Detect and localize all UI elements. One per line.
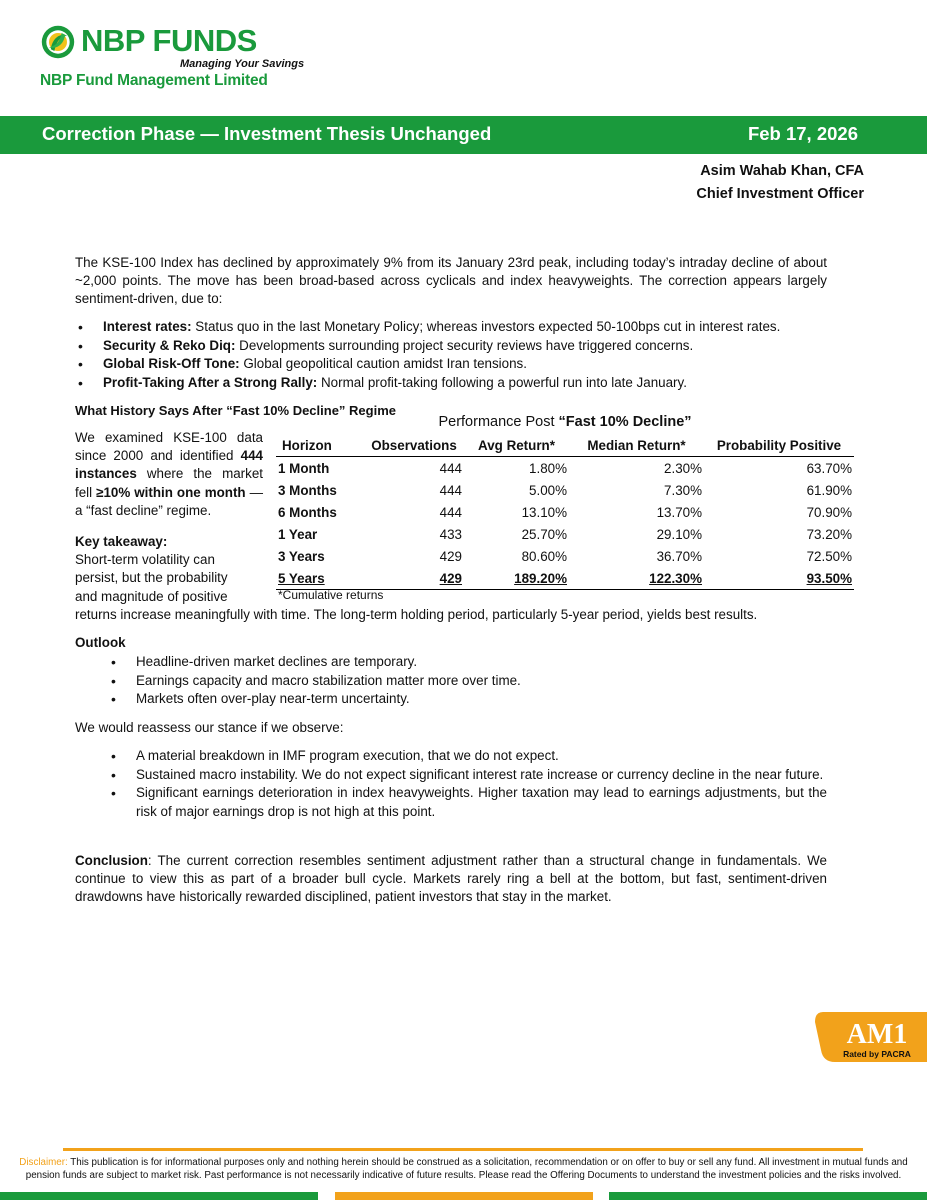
table-cell: 70.90%: [806, 504, 852, 520]
footer-bar-left: [0, 1192, 318, 1200]
table-cell: 122.30%: [569, 567, 704, 590]
table-cell: 25.70%: [521, 526, 567, 542]
table-cell: 444: [439, 504, 462, 520]
history-paragraph: We examined KSE-100 data since 2000 and identified 444 instances where the market fell ≥10% within one month — a “fast decline” regime.: [75, 430, 263, 518]
table-cell: 72.50%: [806, 548, 852, 564]
table-cell: 6 Months: [278, 504, 337, 520]
conclusion-paragraph: Conclusion: The current correction resembles sentiment adjustment rather than a structural change in fundamentals. We continue to view this as part of a broader bull cycle. Markets rarely ring a bell at the bottom, but fast, sentiment-driven drawdowns have historically rewarded disciplined, patient investors that stay in the market.: [75, 853, 827, 904]
table-cell: 13.70%: [656, 504, 702, 520]
table-cell: 2.30%: [664, 460, 702, 476]
history-heading: What History Says After “Fast 10% Decline” Regime: [75, 403, 397, 418]
table-row: [276, 545, 854, 567]
performance-table: [276, 434, 854, 590]
document-date: Feb 17, 2026: [747, 123, 858, 144]
table-cell: 433: [439, 526, 462, 542]
table-cell: 29.10%: [656, 526, 702, 542]
table-cell: 3 Years: [278, 548, 325, 564]
list-item: • Security & Reko Diq: Developments surrounding project security reviews have triggered concerns.: [75, 337, 827, 356]
table-row: [276, 501, 854, 523]
column-header: Observations: [364, 434, 464, 457]
table-cell: 189.20%: [464, 567, 569, 590]
outlook-heading: Outlook: [75, 635, 126, 650]
list-item: • Global Risk-Off Tone: Global geopolitical caution amidst Iran tensions.: [75, 355, 827, 374]
table-cell: 93.50%: [704, 567, 854, 590]
disclaimer-label: Disclaimer:: [19, 1157, 68, 1168]
author-title: Chief Investment Officer: [696, 186, 864, 202]
table-row: [276, 457, 854, 480]
conclusion-label: Conclusion: [75, 853, 148, 868]
table-cell: 1 Year: [278, 526, 318, 542]
list-item: • Sustained macro instability. We do not expect significant interest rate increase or currency decline in the near future.: [108, 766, 827, 785]
title-bar: [0, 116, 927, 154]
list-item: • Earnings capacity and macro stabilization matter more over time.: [108, 672, 808, 691]
author-name: Asim Wahab Khan, CFA: [700, 163, 864, 179]
table-cell: 36.70%: [656, 548, 702, 564]
footer-bar-middle: [335, 1192, 593, 1200]
column-header: Median Return*: [569, 434, 704, 457]
key-takeaway: Key takeaway: Short-term volatility can persist, but the probability and magnitude of positive: [75, 534, 228, 604]
list-item: • Profit-Taking After a Strong Rally: Normal profit-taking following a powerful run into late January.: [75, 374, 827, 393]
drivers-list: [75, 318, 827, 392]
footer-divider: [63, 1148, 863, 1151]
key-takeaway-label: Key takeaway:: [75, 534, 168, 549]
table-cell: 444: [439, 460, 462, 476]
table-cell: 13.10%: [521, 504, 567, 520]
table-cell: 63.70%: [806, 460, 852, 476]
table-cell: 5 Years: [276, 567, 364, 590]
table-cell: 73.20%: [806, 526, 852, 542]
table-row: [276, 479, 854, 501]
table-cell: 3 Months: [278, 482, 337, 498]
brand-tagline: Managing Your Savings: [180, 58, 305, 70]
table-cell: 429: [364, 567, 464, 590]
table-cell: 429: [439, 548, 462, 564]
brand-name: NBP FUNDS: [81, 23, 257, 58]
table-header-row: [276, 434, 854, 457]
company-name: NBP Fund Management Limited: [40, 72, 268, 89]
column-header: Horizon: [276, 434, 364, 457]
column-header: Avg Return*: [464, 434, 569, 457]
nbp-logo-emblem-icon: [40, 24, 76, 60]
table-row: [276, 567, 854, 590]
list-item: • Markets often over-play near-term uncertainty.: [108, 690, 808, 709]
reassess-intro: We would reassess our stance if we observe:: [75, 720, 344, 735]
am1-rating-badge: [815, 1012, 927, 1062]
table-cell: 444: [439, 482, 462, 498]
table-cell: 1.80%: [529, 460, 567, 476]
outlook-list: [108, 653, 808, 709]
list-item: • Interest rates: Status quo in the last Monetary Policy; whereas investors expected 50-100bps cut in interest rates.: [75, 318, 827, 337]
rating-badge-text: AM1: [846, 1019, 908, 1050]
table-cell: 1 Month: [278, 460, 330, 476]
author-block: [696, 160, 864, 206]
table-row: [276, 523, 854, 545]
intro-paragraph: The KSE-100 Index has declined by approximately 9% from its January 23rd peak, including today’s intraday decline of about ~2,000 points. The move has been broad-based across cyclicals and index heavyweights. The correction appears largely sentiment-driven, due to:: [75, 255, 827, 306]
list-item: • Significant earnings deterioration in index heavyweights. Higher taxation may lead to earnings adjustments, but the risk of major earnings drop is not high at this point.: [108, 784, 827, 821]
key-takeaway-continuation: returns increase meaningfully with time. The long-term holding period, particularly 5-year period, yields best results.: [75, 607, 758, 622]
list-item: • A material breakdown in IMF program execution, that we do not expect.: [108, 747, 827, 766]
table-cell: 61.90%: [806, 482, 852, 498]
footer-bar-right: [609, 1192, 927, 1200]
disclaimer: Disclaimer: This publication is for informational purposes only and nothing herein should be construed as a solicitation, recommendation or on offer to buy or sell any fund. All investment in mutual funds and pension funds are subject to market risk. Past performance is not necessarily indicative of future results. Please read the Offering Documents to understand the investment policies and the risks involved.: [19, 1157, 908, 1181]
column-header: Probability Positive: [704, 434, 854, 457]
table-cell: 7.30%: [664, 482, 702, 498]
list-item: • Headline-driven market declines are temporary.: [108, 653, 808, 672]
nbp-funds-logo: [40, 22, 305, 94]
document-title: Correction Phase — Investment Thesis Unchanged: [42, 123, 492, 144]
table-cell: 80.60%: [521, 548, 567, 564]
table-cell: 5.00%: [529, 482, 567, 498]
table-footnote: *Cumulative returns: [278, 588, 384, 602]
reassess-list: [108, 747, 827, 821]
rating-agency-text: Rated by PACRA: [843, 1049, 911, 1059]
table-caption: Performance Post “Fast 10% Decline”: [438, 414, 692, 430]
